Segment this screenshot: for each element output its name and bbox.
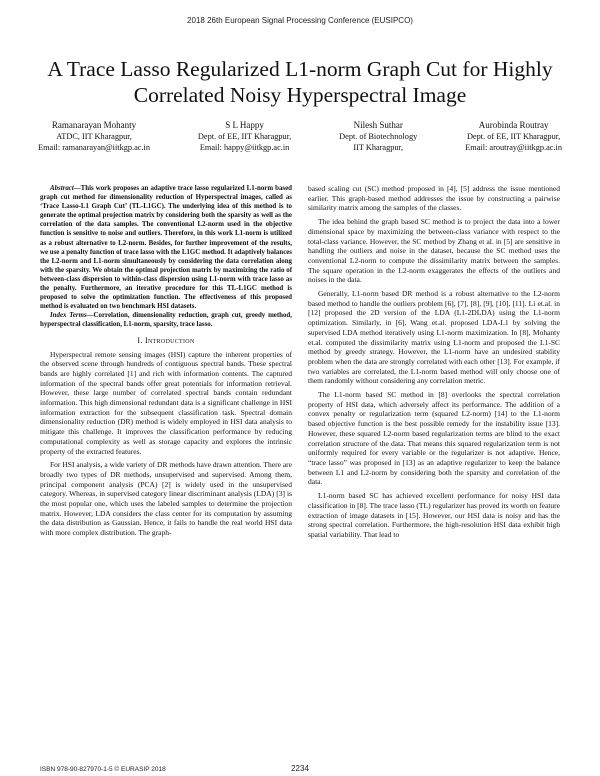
author-name: Nilesh Suthar [353, 120, 403, 130]
abstract-label: Abstract [50, 185, 74, 192]
author-email: Email: aroutray@iitkgp.ac.in [465, 143, 562, 152]
body-paragraph: Generally, L1-norm based DR method is a robust alternative to the L2-norm based method to handle the outliers problem [6], [7], [8], [9], [10], [11]. Li et.al. in [12] proposed the 2D version of the LDA (L1-2DLDA) using the L1-norm optimization. Similarly, in [6], Wang et.al. proposed LDA-L1 by solving the supervised LDA method iteratively using L1-norm maximization. In [8], Mohanty et.al. computed the dissimilarity matrix using L1-norm and proposed the L1-SC method by greedy strategy. However, the L1-norm have an undesired stability problem when the data are strongly correlated with each other [13]. For example, if two variables are correlated, the L1-norm based method will only choose one of them randomly without considering any correlation metric. [308, 289, 560, 386]
abstract-text: —This work proposes an adaptive trace lasso regularized L1-norm based graph cut method for dimensionality reduction of Hyperspectral images, called as ‘Trace Lasso-L1 Graph Cut’ (TL-L1GC). The underlying idea of this method is to generate the optimal projection matrix by considering both the sparsity as well as the correlation of the data samples. The conventional L2-norm used in the objective function is sensitive to noise and outliers. Therefore, in this work L1-norm is utilized as a robust alternative to L2-norm. Besides, for further improvement of the results, we use a penalty function of trace lasso with the L1GC method. It adaptively balances the L2-norm and L1-norm simultaneously by considering the data correlation along with the sparsity. We obtain the optimal projection matrix by maximizing the ratio of between-class dispersion to within-class dispersion using L1-norm with trace lasso as the penalty. Furthermore, an iterative procedure for this TL-L1GC method is proposed to solve the optimization function. The effectiveness of this proposed method is evaluated on two benchmark HSI datasets. [40, 185, 292, 311]
body-paragraph: The L1-norm based SC method in [8] overlooks the spectral correlation property of HSI data, which adversely affect its performance. The addition of a convex penalty or regularization term (squared L2-norm) [14] to the L1-norm based objective function is the best possible remedy for the instability issue [13]. However, these squared L2-norm based regularization terms are blind to the exact correlation structure of the data. That means this squared regularization term is not uniformly required for every variable or the regularizer is not adaptive. Hence, “trace lasso” was proposed in [13] as an adaptive regularizer to keep the balance between L1 and L2-norm by considering both the sparsity and correlation of the data. [308, 390, 560, 487]
section-numeral: I. [137, 335, 143, 345]
author-email: IIT Kharagpur, [353, 143, 404, 152]
author-name: Aurobinda Routray [478, 120, 549, 130]
index-terms-text: —Correlation, dimensionality reduction, graph cut, greedy method, hyperspectral classification, L1-norm, sparsity, trace lasso. [40, 312, 292, 329]
author-name: Ramanarayan Mohanty [51, 120, 137, 130]
author-block [38, 120, 150, 153]
author-affiliation: ATDC, IIT Kharagpur, [56, 132, 132, 141]
body-paragraph: For HSI analysis, a wide variety of DR methods have drawn attention. There are broadly two types of DR methods, unsupervised and supervised. Among them, principal component analysis (PCA) [2] is widely used in the unsupervised category. Whereas, in supervised category linear discriminant analysis (LDA) [3] is the most popular one, which uses the labeled samples to determine the projection matrix. However, LDA considers the class center for its computation by assuming the data distribution as Gaussian. Hence, it fails to handle the real world HSI data with more complex distribution. The graph- [40, 460, 292, 538]
abstract [40, 184, 292, 330]
author-block [339, 120, 417, 153]
author-affiliation: Dept. of Biotechnology [339, 132, 418, 141]
body-columns [40, 184, 560, 540]
author-name: S L Happy [225, 120, 264, 130]
author-block [198, 120, 291, 153]
index-terms-label: Index Terms [50, 312, 87, 320]
author-list [38, 120, 562, 153]
page-number: 2234 [291, 764, 309, 773]
body-paragraph: The idea behind the graph based SC method is to project the data into a lower dimensional space by maximizing the between-class variance with respect to the total-class variance. However, the SC method by Zhang et al. in [5] are sensitive in handling the outliers and noise in the dataset, because the SC method uses the conventional L2-norm to compute the dissimilarity matrix between the samples. The square operation in the L2-norm exaggerates the effects of the outliers and noises in the data. [308, 217, 560, 285]
section-heading [40, 336, 292, 345]
body-paragraph: L1-norm based SC has achieved excellent performance for noisy HSI data classification in [8]. The trace lasso (TL) regularizer has proved its worth on feature extraction of image datasets in [15]. However, our HSI data is noisy and has the strong spectral correlation. Furthermore, the high-resolution HSI data exhibit high spatial variability. That lead to [308, 491, 560, 539]
conference-header: 2018 26th European Signal Processing Conference (EUSIPCO) [187, 16, 413, 25]
author-email: Email: happy@iitkgp.ac.in [199, 143, 290, 152]
body-paragraph: based scaling cut (SC) method proposed in [4], [5] address the issue mentioned earlier. This graph-based method addresses the issue by constructing a pairwise similarity matrix among the samples of the classes. [308, 184, 560, 213]
section-title: Introduction [144, 335, 195, 345]
paper-title: A Trace Lasso Regularized L1-norm Graph Cut for Highly Correlated Noisy Hyperspectral Image [47, 57, 553, 107]
author-affiliation: Dept. of EE, IIT Kharagpur, [197, 132, 292, 141]
isbn-footer: ISBN 978-90-827970-1-5 © EURASIP 2018 [40, 766, 166, 773]
index-terms-paragraph [40, 311, 292, 329]
right-column [308, 184, 560, 540]
abstract-paragraph [40, 184, 292, 311]
body-paragraph: Hyperspectral remote sensing images (HSI) capture the inherent properties of the observed scene through hundreds of contiguous spectral bands. These spectral bands are highly correlated [1] and rich with information contents. The captured information of the spectral bands offer great potentials for information retrieval. However, these large number of correlated spectral bands contain redundant information. This high dimensional redundant data is a significant challenge in HSI information extraction for the subsequent classification task. Spectral domain dimensionality reduction (DR) method is widely employed in HSI data analysis to mitigate this challenge. It improves the classification performance by reducing computational complexity as well as storage capacity and explores the intrinsic property of the extracted features. [40, 349, 292, 456]
left-column [40, 184, 292, 540]
author-block [465, 120, 562, 153]
author-email: Email: ramanarayan@iitkgp.ac.in [38, 143, 150, 152]
author-affiliation: Dept. of EE, IIT Kharagpur, [466, 132, 561, 141]
